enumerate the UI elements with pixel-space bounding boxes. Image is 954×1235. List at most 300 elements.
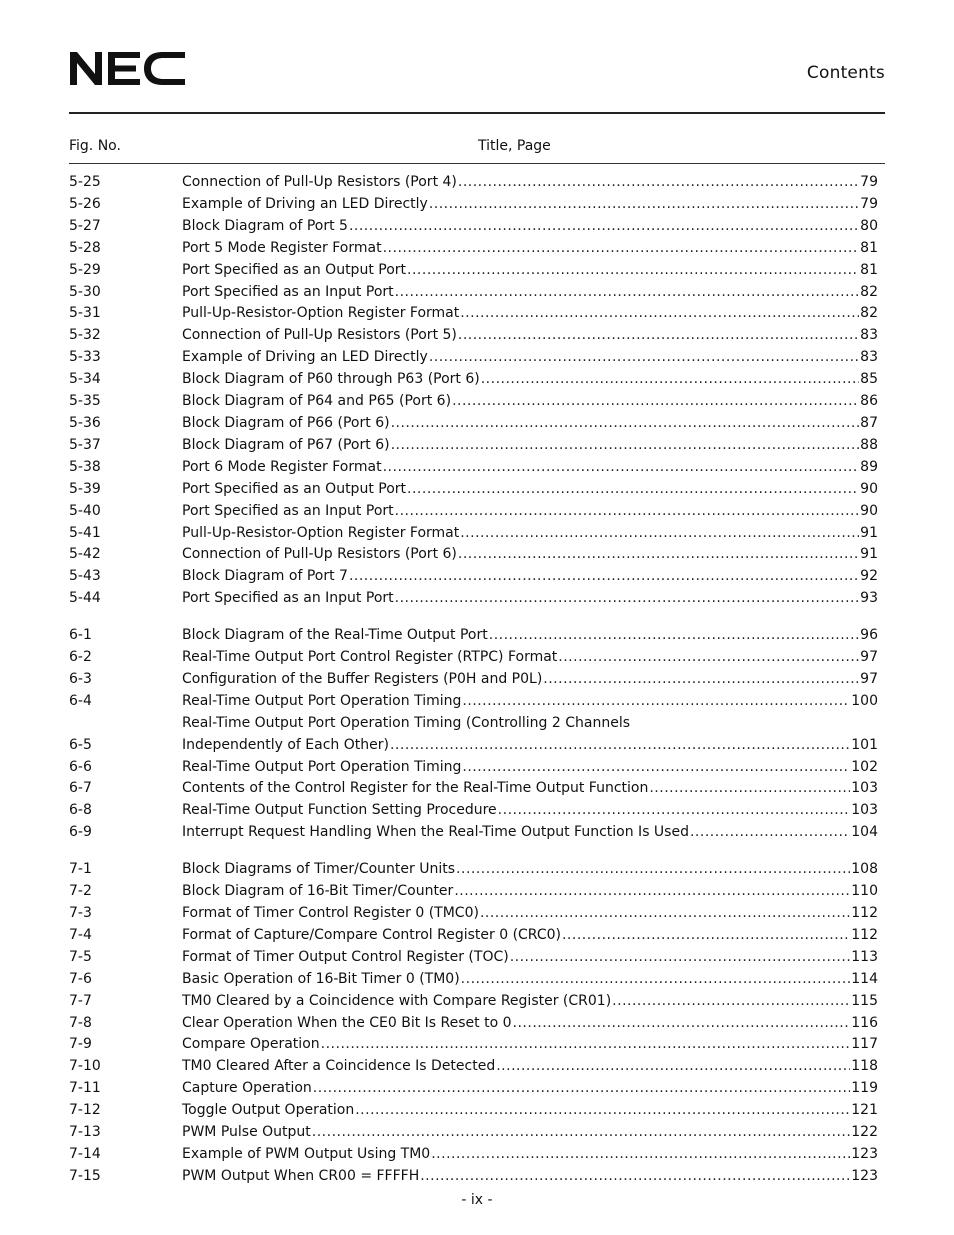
dot-leader xyxy=(407,479,859,501)
entry-line xyxy=(182,991,878,1013)
page-number-ref: 103 xyxy=(851,780,878,797)
page-number-ref: 123 xyxy=(851,1145,878,1162)
entry-body xyxy=(182,757,878,779)
toc-entry[interactable] xyxy=(69,238,878,260)
entry-body xyxy=(182,566,878,588)
entry-line xyxy=(182,903,878,925)
page-number-ref: 92 xyxy=(860,568,878,585)
column-header-rule xyxy=(69,163,885,164)
figure-number: 7-10 xyxy=(69,1058,101,1075)
toc-entry[interactable] xyxy=(69,566,878,588)
toc-entry[interactable] xyxy=(69,969,878,991)
column-header-fig: Fig. No. xyxy=(69,138,121,154)
entry-body xyxy=(182,523,878,545)
dot-leader xyxy=(383,238,859,260)
toc-entry[interactable] xyxy=(69,800,878,822)
entry-body xyxy=(182,859,878,881)
toc-entry[interactable] xyxy=(69,859,878,881)
entry-body xyxy=(182,1122,878,1144)
entry-body xyxy=(182,778,878,800)
figure-number: 7-4 xyxy=(69,926,92,943)
entry-line xyxy=(182,544,878,566)
entry-body xyxy=(182,325,878,347)
entry-body xyxy=(182,238,878,260)
entry-body xyxy=(182,282,878,304)
figure-group xyxy=(69,172,878,610)
toc-entry[interactable] xyxy=(69,925,878,947)
entry-body xyxy=(182,822,878,844)
dot-leader xyxy=(391,435,859,457)
entry-line xyxy=(182,1034,878,1056)
figure-title: Block Diagram of Port 5 xyxy=(182,217,348,234)
figure-number: 7-3 xyxy=(69,905,92,921)
dot-leader xyxy=(460,523,859,545)
page-number-ref: 81 xyxy=(860,239,878,256)
figure-number: 6-7 xyxy=(69,780,92,797)
entry-line xyxy=(182,625,878,647)
entry-line xyxy=(182,757,878,779)
column-header-title: Title, Page xyxy=(478,138,551,154)
entry-line xyxy=(182,435,878,457)
toc-entry[interactable] xyxy=(69,588,878,610)
dot-leader xyxy=(395,282,859,304)
toc-entry[interactable] xyxy=(69,1078,878,1100)
entry-body xyxy=(182,1013,878,1035)
entry-body xyxy=(182,347,878,369)
dot-leader xyxy=(349,216,859,238)
dot-leader xyxy=(498,800,851,822)
entry-body xyxy=(182,1166,878,1188)
entry-body xyxy=(182,544,878,566)
entry-body xyxy=(182,691,878,713)
page-number-ref: 82 xyxy=(860,283,878,300)
toc-entry[interactable] xyxy=(69,691,878,713)
figure-title: Real-Time Output Port Operation Timing xyxy=(182,692,462,709)
toc-entry[interactable] xyxy=(69,369,878,391)
entry-line xyxy=(182,479,878,501)
page-number-ref: 116 xyxy=(851,1014,878,1031)
page-number-ref: 91 xyxy=(860,546,878,563)
page-number-ref: 85 xyxy=(860,371,878,388)
entry-body xyxy=(182,194,878,216)
toc-entry[interactable] xyxy=(69,1034,878,1056)
toc-entry[interactable] xyxy=(69,391,878,413)
figure-number: 5-38 xyxy=(69,458,101,475)
figure-title: TM0 Cleared by a Coincidence with Compare Register (CR01) xyxy=(182,992,612,1009)
figure-title: Configuration of the Buffer Registers (P0H and P0L) xyxy=(182,670,543,687)
page-number-ref: 123 xyxy=(851,1167,878,1184)
figure-title: Connection of Pull-Up Resistors (Port 6) xyxy=(182,546,457,563)
dot-leader xyxy=(383,457,859,479)
figure-title: Port Specified as an Input Port xyxy=(182,590,394,607)
entry-body xyxy=(182,391,878,413)
figure-title: Port 5 Mode Register Format xyxy=(182,239,382,256)
entry-line xyxy=(182,969,878,991)
figure-number: 7-11 xyxy=(69,1080,101,1097)
entry-line xyxy=(182,172,878,194)
dot-leader xyxy=(420,1166,850,1188)
entry-body xyxy=(182,991,878,1013)
dot-leader xyxy=(395,588,859,610)
page-number-ref: 90 xyxy=(860,502,878,519)
figure-number: 6-8 xyxy=(69,802,92,819)
page-number-ref: 87 xyxy=(860,414,878,431)
header-rule xyxy=(69,112,885,114)
page-number-ref: 93 xyxy=(860,590,878,607)
figure-title: Basic Operation of 16-Bit Timer 0 (TM0) xyxy=(182,970,460,987)
entry-line xyxy=(182,822,878,844)
entry-line xyxy=(182,588,878,610)
entry-body xyxy=(182,1056,878,1078)
figure-title: Real-Time Output Function Setting Procedure xyxy=(182,802,497,819)
dot-leader xyxy=(429,347,859,369)
figure-title: Port Specified as an Input Port xyxy=(182,283,394,300)
entry-line xyxy=(182,1100,878,1122)
entry-line xyxy=(182,501,878,523)
entry-line xyxy=(182,1078,878,1100)
dot-leader xyxy=(649,778,850,800)
entry-body xyxy=(182,172,878,194)
dot-leader xyxy=(456,859,850,881)
figure-group xyxy=(69,625,878,844)
nec-logo xyxy=(70,52,185,85)
figure-title: Port Specified as an Output Port xyxy=(182,480,407,497)
figure-number: 5-32 xyxy=(69,327,101,344)
entry-line xyxy=(182,1144,878,1166)
entry-body xyxy=(182,435,878,457)
page-number-ref: 82 xyxy=(860,305,878,322)
dot-leader xyxy=(395,501,859,523)
page-number-ref: 112 xyxy=(851,905,878,921)
figure-number: 7-1 xyxy=(69,861,92,878)
entry-line xyxy=(182,523,878,545)
figure-title: Real-Time Output Port Operation Timing (Controlling 2 Channels xyxy=(182,714,630,731)
page-number-ref: 118 xyxy=(851,1058,878,1075)
entry-body xyxy=(182,947,878,969)
figure-title: Interrupt Request Handling When the Real-Time Output Function Is Used xyxy=(182,824,689,841)
page-number-ref: 104 xyxy=(851,824,878,841)
figure-number: 7-7 xyxy=(69,992,92,1009)
figure-title: Compare Operation xyxy=(182,1036,320,1053)
figure-number: 7-14 xyxy=(69,1145,101,1162)
figure-number: 7-5 xyxy=(69,948,92,965)
toc-entry[interactable] xyxy=(69,216,878,238)
dot-leader xyxy=(458,544,859,566)
figure-number: 5-37 xyxy=(69,436,101,453)
figure-number: 5-34 xyxy=(69,371,101,388)
figure-number: 6-5 xyxy=(69,736,92,753)
figure-number: 5-30 xyxy=(69,283,101,300)
dot-leader xyxy=(454,881,850,903)
figure-number: 7-2 xyxy=(69,883,92,900)
entry-line xyxy=(182,800,878,822)
entry-body xyxy=(182,413,878,435)
toc-entry[interactable] xyxy=(69,1056,878,1078)
entry-body xyxy=(182,260,878,282)
toc-entry[interactable] xyxy=(69,1144,878,1166)
figure-title: Block Diagrams of Timer/Counter Units xyxy=(182,861,456,878)
figure-number: 5-43 xyxy=(69,568,101,585)
page-number-ref: 79 xyxy=(860,195,878,212)
entry-line xyxy=(182,347,878,369)
toc-entry[interactable] xyxy=(69,625,878,647)
entry-line xyxy=(182,238,878,260)
toc-entry[interactable] xyxy=(69,413,878,435)
dot-leader xyxy=(458,325,859,347)
page-number-ref: 119 xyxy=(851,1080,878,1097)
figure-title: Example of Driving an LED Directly xyxy=(182,349,428,366)
page-number-ref: 121 xyxy=(851,1102,878,1119)
figure-number: 5-29 xyxy=(69,261,101,278)
toc-entry[interactable] xyxy=(69,669,878,691)
dot-leader xyxy=(355,1100,850,1122)
figure-number: 5-39 xyxy=(69,480,101,497)
figure-number: 6-3 xyxy=(69,670,92,687)
entry-line xyxy=(182,457,878,479)
page-number-ref: 117 xyxy=(851,1036,878,1053)
page-number-ref: 114 xyxy=(851,970,878,987)
nec-logo-mark xyxy=(70,52,185,85)
figure-title: Real-Time Output Port Operation Timing xyxy=(182,758,462,775)
dot-leader xyxy=(690,822,850,844)
figure-title: Block Diagram of P64 and P65 (Port 6) xyxy=(182,393,452,410)
figure-title: Independently of Each Other) xyxy=(182,736,389,753)
dot-leader xyxy=(390,735,850,757)
dot-leader xyxy=(481,369,859,391)
dot-leader xyxy=(543,669,859,691)
entry-line xyxy=(182,881,878,903)
entry-line xyxy=(182,413,878,435)
dot-leader xyxy=(313,1078,850,1100)
page-number-ref: 96 xyxy=(860,627,878,644)
page-number-ref: 83 xyxy=(860,349,878,366)
entry-line xyxy=(182,778,878,800)
entry-line xyxy=(182,303,878,325)
figure-title: Block Diagram of the Real-Time Output Port xyxy=(182,627,488,644)
figure-number: 6-9 xyxy=(69,824,92,841)
entry-body xyxy=(182,669,878,691)
figure-title: Port Specified as an Output Port xyxy=(182,261,407,278)
figure-number: 7-12 xyxy=(69,1102,101,1119)
page-number-ref: 97 xyxy=(860,670,878,687)
figure-title: TM0 Cleared After a Coincidence Is Detected xyxy=(182,1058,496,1075)
figure-number: 5-26 xyxy=(69,195,101,212)
page-number-ref: 83 xyxy=(860,327,878,344)
entry-line xyxy=(182,325,878,347)
figure-number: 5-44 xyxy=(69,590,101,607)
figure-title: Connection of Pull-Up Resistors (Port 5) xyxy=(182,327,457,344)
page-number-ref: 80 xyxy=(860,217,878,234)
figure-number: 6-1 xyxy=(69,627,92,644)
toc-entry[interactable] xyxy=(69,1100,878,1122)
dot-leader xyxy=(407,260,859,282)
dot-leader xyxy=(480,903,850,925)
section-title: Contents xyxy=(806,63,885,83)
toc-entry[interactable] xyxy=(69,1166,878,1188)
page-number-ref: 112 xyxy=(851,926,878,943)
dot-leader xyxy=(462,757,850,779)
entry-line xyxy=(182,1013,878,1035)
figure-title: Example of Driving an LED Directly xyxy=(182,195,428,212)
figure-number: 5-40 xyxy=(69,502,101,519)
figure-title: Block Diagram of P67 (Port 6) xyxy=(182,436,390,453)
toc-entry[interactable] xyxy=(69,325,878,347)
toc-entry[interactable] xyxy=(69,822,878,844)
toc-entry[interactable] xyxy=(69,347,878,369)
entry-body xyxy=(182,969,878,991)
toc-entry[interactable] xyxy=(69,757,878,779)
entry-body xyxy=(182,1034,878,1056)
figure-number: 5-33 xyxy=(69,349,101,366)
figure-list xyxy=(69,172,878,1203)
toc-entry[interactable] xyxy=(69,523,878,545)
entry-line xyxy=(182,1166,878,1188)
toc-entry[interactable] xyxy=(69,544,878,566)
dot-leader xyxy=(349,566,859,588)
toc-entry[interactable] xyxy=(69,303,878,325)
dot-leader xyxy=(462,691,850,713)
page-number-ref: 113 xyxy=(851,948,878,965)
page-number-ref: 100 xyxy=(851,692,878,709)
entry-body xyxy=(182,881,878,903)
toc-entry[interactable] xyxy=(69,194,878,216)
dot-leader xyxy=(612,991,850,1013)
entry-line xyxy=(182,647,878,669)
page-number-ref: 108 xyxy=(851,861,878,878)
figure-number: 7-15 xyxy=(69,1167,101,1184)
entry-line xyxy=(182,260,878,282)
dot-leader xyxy=(431,1144,850,1166)
entry-line xyxy=(182,859,878,881)
entry-body xyxy=(182,216,878,238)
dot-leader xyxy=(429,194,859,216)
entry-body xyxy=(182,625,878,647)
entry-body xyxy=(182,303,878,325)
toc-entry[interactable] xyxy=(69,647,878,669)
dot-leader xyxy=(460,303,859,325)
dot-leader xyxy=(461,969,851,991)
entry-line xyxy=(182,369,878,391)
toc-entry[interactable] xyxy=(69,282,878,304)
toc-entry[interactable] xyxy=(69,713,878,757)
toc-entry[interactable] xyxy=(69,501,878,523)
figure-title: Format of Capture/Compare Control Register 0 (CRC0) xyxy=(182,926,561,943)
figure-number: 6-6 xyxy=(69,758,92,775)
entry-line xyxy=(182,194,878,216)
entry-line xyxy=(182,1056,878,1078)
entry-line xyxy=(182,925,878,947)
dot-leader xyxy=(510,947,851,969)
toc-entry[interactable] xyxy=(69,260,878,282)
figure-number: 6-4 xyxy=(69,692,92,709)
figure-number: 5-41 xyxy=(69,524,101,541)
entry-body xyxy=(182,903,878,925)
figure-title: Contents of the Control Register for the Real-Time Output Function xyxy=(182,780,649,797)
page-number: - ix - xyxy=(461,1192,493,1208)
page-number-ref: 115 xyxy=(851,992,878,1009)
figure-title: Real-Time Output Port Control Register (RTPC) Format xyxy=(182,649,558,666)
page-number-ref: 90 xyxy=(860,480,878,497)
dot-leader xyxy=(452,391,859,413)
figure-title: Block Diagram of Port 7 xyxy=(182,568,348,585)
figure-title: Format of Timer Control Register 0 (TMC0) xyxy=(182,905,479,921)
entry-body xyxy=(182,457,878,479)
entry-line xyxy=(182,216,878,238)
figure-number: 7-8 xyxy=(69,1014,92,1031)
page-number-ref: 122 xyxy=(851,1124,878,1141)
figure-number: 5-35 xyxy=(69,393,101,410)
dot-leader xyxy=(458,172,859,194)
figure-number: 6-2 xyxy=(69,649,92,666)
entry-body xyxy=(182,479,878,501)
figure-title: Pull-Up-Resistor-Option Register Format xyxy=(182,305,460,322)
entry-body xyxy=(182,588,878,610)
page-number-ref: 79 xyxy=(860,174,878,190)
entry-line xyxy=(182,282,878,304)
figure-number: 5-28 xyxy=(69,239,101,256)
figure-title: Port 6 Mode Register Format xyxy=(182,458,382,475)
entry-line xyxy=(182,669,878,691)
figure-group xyxy=(69,859,878,1188)
figure-title: PWM Pulse Output xyxy=(182,1124,311,1141)
figure-title: Port Specified as an Input Port xyxy=(182,502,394,519)
page-number-ref: 86 xyxy=(860,393,878,410)
entry-body xyxy=(182,1144,878,1166)
page-number-ref: 110 xyxy=(851,883,878,900)
figure-title: PWM Output When CR00 = FFFFH xyxy=(182,1167,420,1184)
page-number-ref: 103 xyxy=(851,802,878,819)
figure-number: 7-13 xyxy=(69,1124,101,1141)
entry-body xyxy=(182,501,878,523)
page-number-ref: 101 xyxy=(851,736,878,753)
figure-title: Format of Timer Output Control Register (TOC) xyxy=(182,948,509,965)
toc-entry[interactable] xyxy=(69,1122,878,1144)
toc-entry[interactable] xyxy=(69,457,878,479)
dot-leader xyxy=(489,625,859,647)
toc-entry[interactable] xyxy=(69,172,878,194)
dot-leader xyxy=(558,647,859,669)
page-number-ref: 97 xyxy=(860,649,878,666)
entry-body xyxy=(182,713,878,757)
entry-line xyxy=(182,947,878,969)
toc-entry[interactable] xyxy=(69,947,878,969)
toc-entry[interactable] xyxy=(69,435,878,457)
dot-leader xyxy=(496,1056,850,1078)
page-number-ref: 81 xyxy=(860,261,878,278)
dot-leader xyxy=(562,925,850,947)
figure-number: 7-9 xyxy=(69,1036,92,1053)
toc-entry[interactable] xyxy=(69,991,878,1013)
figure-number: 5-27 xyxy=(69,217,101,234)
entry-line xyxy=(182,566,878,588)
page-number-ref: 102 xyxy=(851,758,878,775)
toc-entry[interactable] xyxy=(69,479,878,501)
figure-number: 5-42 xyxy=(69,546,101,563)
entry-line xyxy=(182,735,878,757)
toc-entry[interactable] xyxy=(69,1013,878,1035)
toc-entry[interactable] xyxy=(69,903,878,925)
entry-body xyxy=(182,1078,878,1100)
entry-body xyxy=(182,925,878,947)
figure-title: Block Diagram of P60 through P63 (Port 6) xyxy=(182,371,480,388)
dot-leader xyxy=(391,413,859,435)
toc-entry[interactable] xyxy=(69,778,878,800)
figure-title: Example of PWM Output Using TM0 xyxy=(182,1145,431,1162)
dot-leader xyxy=(321,1034,851,1056)
page-number-ref: 88 xyxy=(860,436,878,453)
figure-title: Pull-Up-Resistor-Option Register Format xyxy=(182,524,460,541)
toc-entry[interactable] xyxy=(69,881,878,903)
